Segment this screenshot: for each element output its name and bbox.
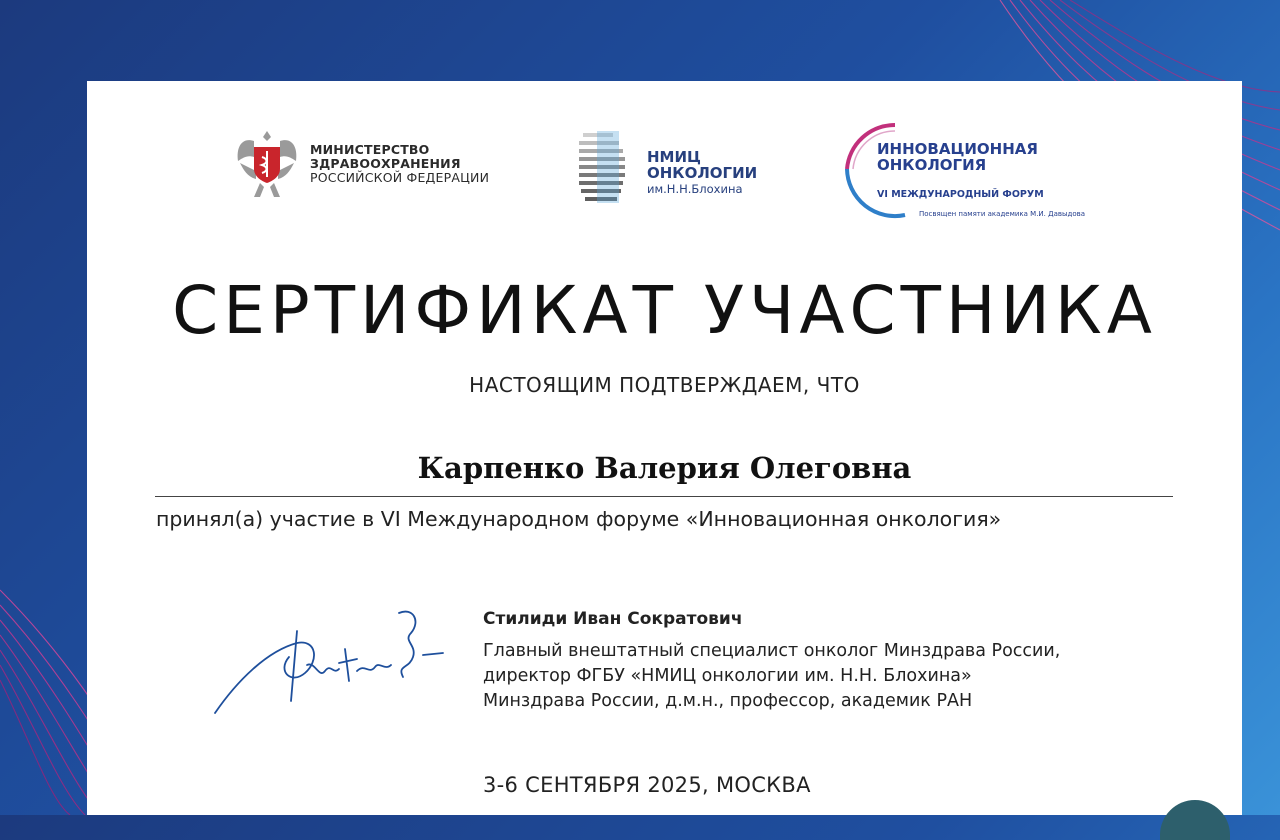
- nmic-logo: [575, 121, 775, 216]
- forum-line4: Посвящен памяти академика М.И. Давыдова: [919, 210, 1086, 218]
- certificate-title: СЕРТИФИКАТ УЧАСТНИКА: [172, 272, 1157, 349]
- signer-position-line3: Минздрава России, д.м.н., профессор, академик РАН: [483, 691, 973, 711]
- forum-line2: ОНКОЛОГИЯ: [877, 156, 987, 174]
- forum-logo: [835, 119, 1095, 224]
- signer-position-line1: Главный внештатный специалист онколог Минздрава России,: [483, 641, 1061, 661]
- ministry-line2: ЗДРАВООХРАНЕНИЯ: [310, 156, 461, 171]
- participation-statement: принял(а) участие в VI Международном форуме «Инновационная онкология»: [156, 507, 1002, 531]
- signer-position-line2: директор ФГБУ «НМИЦ онкологии им. Н.Н. Блохина»: [483, 666, 972, 686]
- nmic-line1: НМИЦ: [647, 148, 701, 166]
- certificate-paper: [87, 81, 1242, 815]
- recipient-name: Карпенко Валерия Олеговна: [417, 451, 912, 485]
- ministry-logo: [234, 127, 504, 205]
- eagle-emblem-icon: [234, 127, 300, 201]
- handwritten-signature: [207, 601, 457, 721]
- name-underline: [155, 496, 1173, 497]
- ministry-line3: РОССИЙСКОЙ ФЕДЕРАЦИИ: [310, 170, 490, 185]
- certificate-subtitle: НАСТОЯЩИМ ПОДТВЕРЖДАЕМ, ЧТО: [469, 373, 860, 397]
- nmic-line3: им.Н.Н.Блохина: [647, 182, 743, 196]
- spiral-cylinder-icon: [575, 121, 639, 211]
- forum-line1: ИННОВАЦИОННАЯ: [877, 140, 1038, 158]
- signer-block: [483, 609, 1060, 714]
- event-date-place: 3-6 СЕНТЯБРЯ 2025, МОСКВА: [483, 773, 811, 797]
- nmic-line2: ОНКОЛОГИИ: [647, 164, 758, 182]
- signer-name: Стилиди Иван Сократович: [483, 609, 743, 629]
- ministry-line1: МИНИСТЕРСТВО: [310, 142, 430, 157]
- forum-line3: VI МЕЖДУНАРОДНЫЙ ФОРУМ: [877, 189, 1044, 200]
